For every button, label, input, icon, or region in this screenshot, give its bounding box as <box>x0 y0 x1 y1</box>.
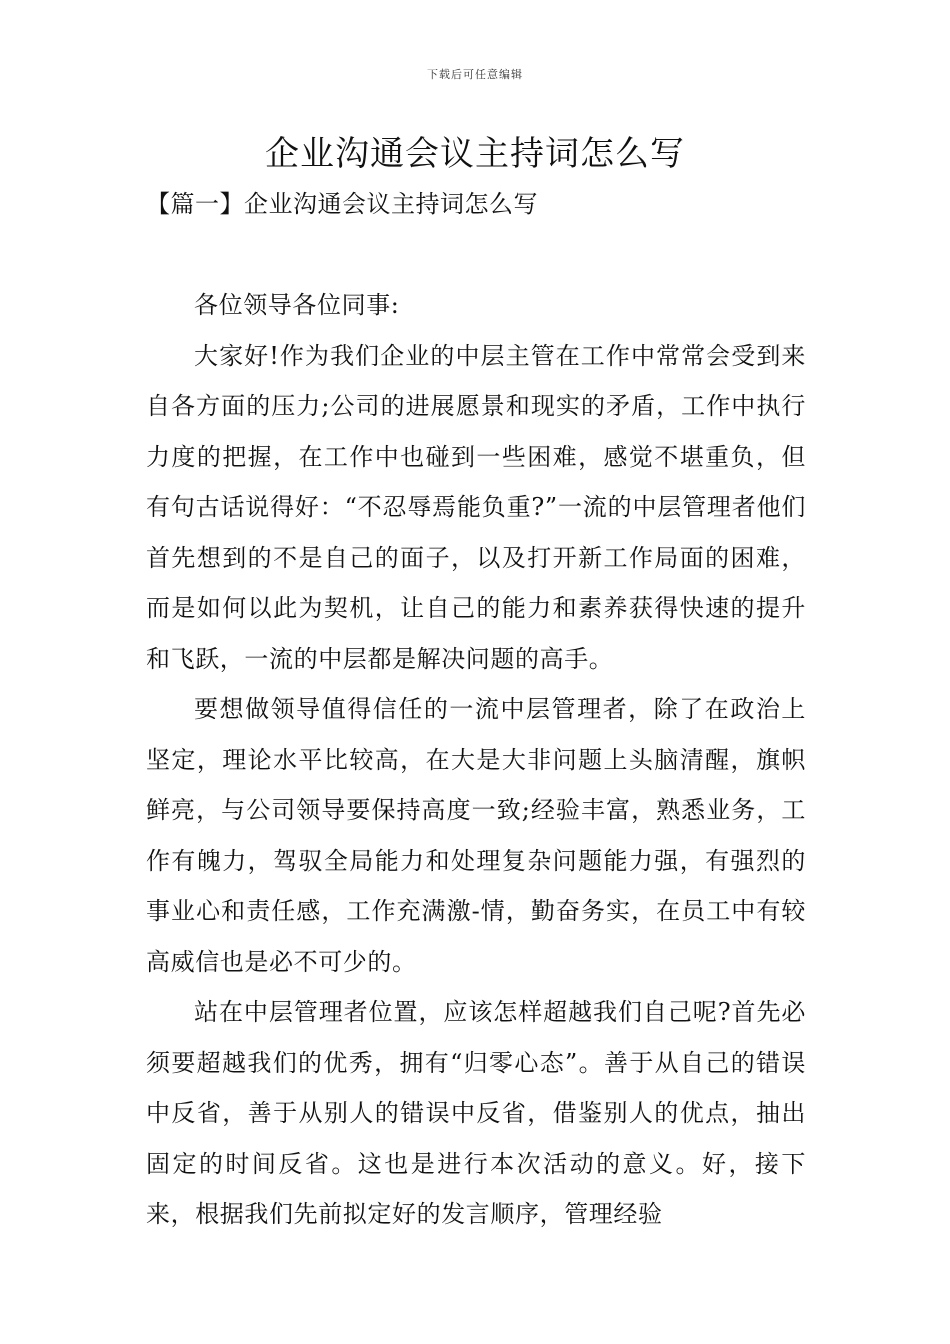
section-heading: 【篇一】企业沟通会议主持词怎么写 <box>146 190 538 218</box>
paragraph-greeting: 各位领导各位同事: <box>194 291 400 319</box>
paragraph-3: 站在中层管理者位置，应该怎样超越我们自己呢?首先必须要超越我们的优秀，拥有“归零心态”。善于从自己的错误中反省，善于从别人的错误中反省，借鉴别人的优点，抽出固定的时间反省。这也是进行本次活动的意义。好，接下来，根据我们先前拟定好的发言顺序，管理经验 <box>146 998 806 1228</box>
header-note: 下载后可任意编辑 <box>427 68 523 81</box>
paragraph-2: 要想做领导值得信任的一流中层管理者，除了在政治上坚定，理论水平比较高，在大是大非问题上头脑清醒，旗帜鲜亮，与公司领导要保持高度一致;经验丰富，熟悉业务，工作有魄力，驾驭全局能力和处理复杂问题能力强，有强烈的事业心和责任感，工作充满激-情，勤奋务实，在员工中有较高威信也是必不可少的。 <box>146 695 806 976</box>
paragraph-1: 大家好!作为我们企业的中层主管在工作中常常会受到来自各方面的压力;公司的进展愿景和现实的矛盾，工作中执行力度的把握，在工作中也碰到一些困难，感觉不堪重负，但有句古话说得好：“不忍辱焉能负重?”一流的中层管理者他们首先想到的不是自己的面子，以及打开新工作局面的困难，而是如何以此为契机，让自己的能力和素养获得快速的提升和飞跃，一流的中层都是解决问题的高手。 <box>146 341 806 673</box>
document-body <box>146 280 806 1240</box>
document-title: 企业沟通会议主持词怎么写 <box>265 134 685 174</box>
